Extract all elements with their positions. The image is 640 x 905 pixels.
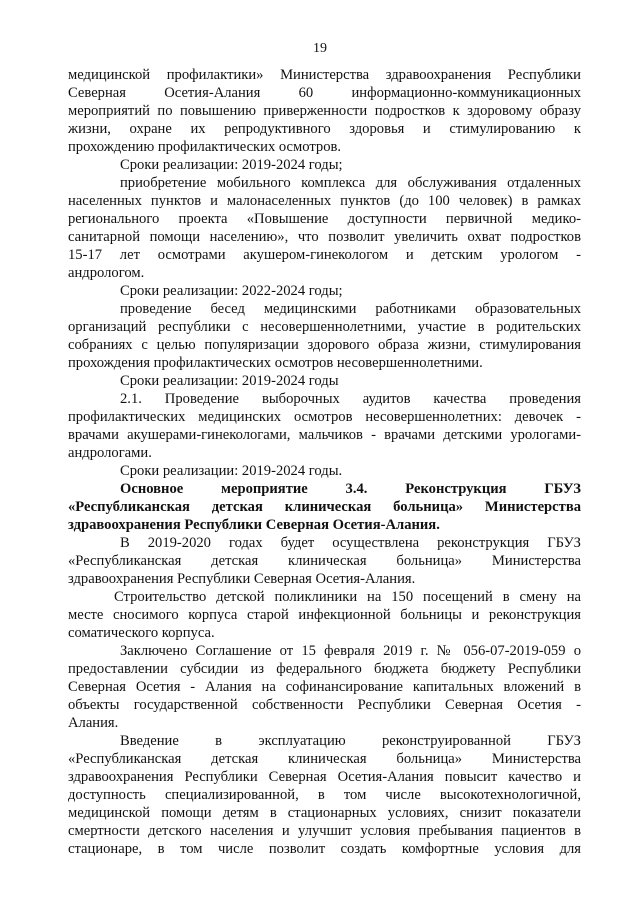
text-line: андрологом. <box>68 265 145 281</box>
text-line: собраниях с целью популяризации здорового образа жизни, стимулирования <box>68 337 581 353</box>
text-line: Сроки реализации: 2019-2024 годы. <box>120 463 343 479</box>
text-line: Заключено Соглашение от 15 февраля 2019 г. № 056-07-2019-059 о <box>120 643 581 659</box>
text-line: здравоохранения Республики Северная Осетия-Алания. <box>68 517 440 533</box>
text-line: андрологами. <box>68 445 152 461</box>
text-line: «Республиканская детская клиническая больница» Министерства <box>68 499 581 515</box>
text-line: организаций республики с несовершеннолетними, участие в родительских <box>68 319 581 335</box>
text-line: «Республиканская детская клиническая больница» Министерства <box>68 751 581 767</box>
text-line: «Республиканская детская клиническая больница» Министерства <box>68 553 581 569</box>
page-number: 19 <box>313 41 327 56</box>
text-line: Введение в эксплуатацию реконструированной ГБУЗ <box>120 733 581 749</box>
text-line: Строительство детской поликлиники на 150 посещений в смену на <box>114 589 581 605</box>
text-line: стационаре, в том числе позволит создать комфортные условия для <box>68 841 581 857</box>
text-line: здравоохранения Республики Северная Осетия-Алания повысит качество и <box>68 769 581 785</box>
text-line: населенных пунктов и малонаселенных пунктов (до 100 человек) в рамках <box>68 193 581 209</box>
text-line: доступность специализированной, в том числе высокотехнологичной, <box>68 787 581 803</box>
text-line: Сроки реализации: 2019-2024 годы; <box>120 157 343 173</box>
text-line: медицинской профилактики» Министерства здравоохранения Республики <box>68 67 581 83</box>
text-line: В 2019-2020 годах будет осуществлена реконструкция ГБУЗ <box>120 535 581 551</box>
body-text <box>68 66 581 858</box>
text-line: прохождения профилактических осмотров несовершеннолетними. <box>68 355 483 371</box>
text-line: Северная Осетия-Алания 60 информационно-коммуникационных <box>68 85 581 101</box>
text-line: санитарной помощи населению», что позволит увеличить охват подростков <box>68 229 581 245</box>
text-line: мероприятий по повышению приверженности подростков к здоровому образу <box>68 103 581 119</box>
text-line: предоставлении субсидии из федерального бюджета бюджету Республики <box>68 661 581 677</box>
text-line: регионального проекта «Повышение доступности первичной медико- <box>68 211 581 227</box>
text-line: 2.1. Проведение выборочных аудитов качества проведения <box>120 391 581 407</box>
text-line: Сроки реализации: 2022-2024 годы; <box>120 283 343 299</box>
text-line: 15-17 лет осмотрами акушером-гинекологом и детским урологом - <box>68 247 581 263</box>
text-line: медицинской помощи детям в стационарных условиях, снизит показатели <box>68 805 581 821</box>
text-line: смертности детского населения и улучшит условия пребывания пациентов в <box>68 823 581 839</box>
text-line: прохождению профилактических осмотров. <box>68 139 342 155</box>
text-line: объекты государственной собственности Республики Северная Осетия - <box>68 697 581 713</box>
text-line: месте сносимого корпуса старой инфекционной больницы и реконструкция <box>68 607 581 623</box>
text-line: Северная Осетия - Алания на софинансирование капитальных вложений в <box>68 679 581 695</box>
text-line: врачами акушерами-гинекологами, мальчиков - врачами детскими урологами- <box>68 427 581 443</box>
text-line: соматического корпуса. <box>68 625 215 641</box>
text-line: жизни, охране их репродуктивного здоровья и стимулированию к <box>68 121 581 137</box>
text-line: проведение бесед медицинскими работниками образовательных <box>120 301 581 317</box>
text-line: Сроки реализации: 2019-2024 годы <box>120 373 339 389</box>
text-line: Алания. <box>68 715 119 731</box>
text-line: здравоохранения Республики Северная Осетия-Алания. <box>68 571 416 587</box>
text-line: Основное мероприятие 3.4. Реконструкция ГБУЗ <box>120 481 581 497</box>
text-line: профилактических медицинских осмотров несовершеннолетних: девочек - <box>68 409 581 425</box>
text-line: приобретение мобильного комплекса для обслуживания отдаленных <box>120 175 581 191</box>
